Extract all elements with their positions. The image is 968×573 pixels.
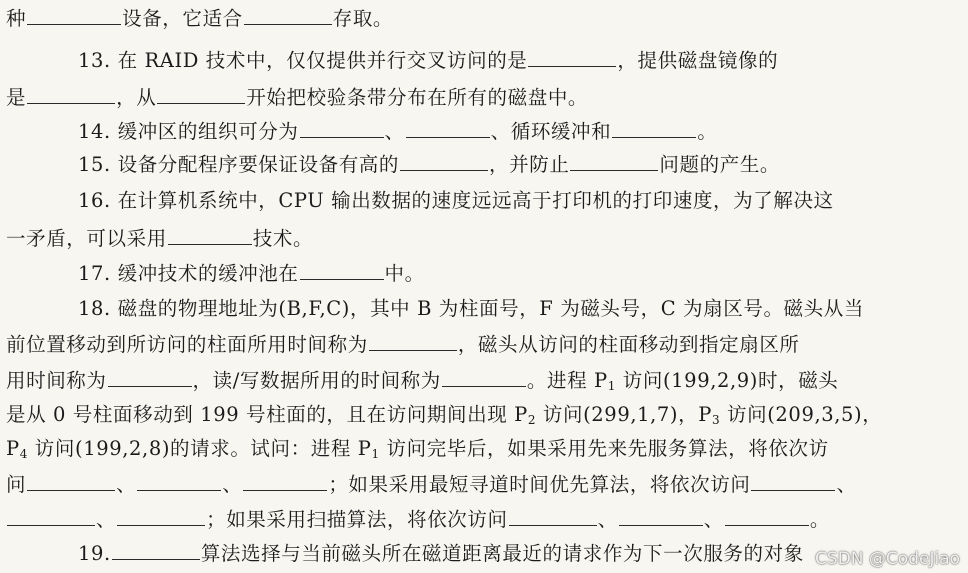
text-fragment: 、	[597, 508, 618, 531]
text-fragment: 中。	[384, 262, 425, 285]
fill-blank[interactable]	[117, 505, 205, 526]
text-fragment: 15. 设备分配程序要保证设备有高的	[78, 153, 400, 176]
subscript: 4	[19, 447, 28, 461]
fill-blank[interactable]	[300, 117, 384, 138]
question-13-line-2	[6, 83, 588, 113]
question-19	[78, 539, 804, 569]
question-18-line-7	[6, 505, 830, 535]
question-14	[78, 117, 717, 147]
text-fragment: 。	[809, 508, 830, 531]
text-fragment: 是	[6, 86, 27, 109]
fill-blank[interactable]	[725, 505, 809, 526]
text-fragment: 。进程 P	[526, 369, 608, 392]
fill-blank[interactable]	[570, 150, 658, 171]
text-fragment: 、	[384, 120, 405, 143]
text-fragment: P	[6, 437, 20, 460]
question-17	[78, 259, 425, 289]
question-13-line-1	[78, 46, 778, 76]
text-fragment: 18. 磁盘的物理地址为(B,F,C)，其中 B 为柱面号，F 为磁头号，C 为扇区号。磁头从当	[78, 297, 864, 320]
text-fragment: 访问(199,2,8)的请求。试问：进程 P	[27, 437, 372, 460]
text-fragment: 13. 在 RAID 技术中，仅仅提供并行交叉访问的是	[78, 49, 528, 72]
text-fragment: 访问(299,1,7)，P	[536, 403, 712, 426]
text-fragment: ，提供磁盘镜像的	[617, 49, 779, 72]
text-fragment: 种	[6, 7, 27, 30]
fill-blank[interactable]	[509, 505, 597, 526]
text-fragment: 开始把校验条带分布在所有的磁盘中。	[246, 86, 589, 109]
text-fragment: 是从 0 号柱面移动到 199 号柱面的，且在访问期间出现 P	[6, 403, 528, 426]
question-16-line-1	[78, 186, 834, 216]
subscript: 3	[711, 413, 721, 427]
fill-blank[interactable]	[157, 83, 245, 104]
fill-blank[interactable]	[528, 46, 616, 67]
fill-blank[interactable]	[406, 117, 490, 138]
fill-blank[interactable]	[7, 505, 95, 526]
fill-blank[interactable]	[619, 505, 703, 526]
fill-blank[interactable]	[168, 224, 252, 245]
question-16-line-2	[6, 224, 313, 254]
fill-blank[interactable]	[27, 470, 115, 491]
text-fragment: ，从	[116, 86, 157, 109]
fill-blank[interactable]	[243, 470, 327, 491]
fill-blank[interactable]	[400, 150, 488, 171]
text-fragment: 访问(209,3,5)，	[720, 403, 883, 426]
fill-blank[interactable]	[27, 4, 121, 25]
text-fragment: 前位置移动到所访问的柱面所用时间称为	[6, 333, 368, 356]
question-18-line-2	[6, 330, 800, 360]
text-fragment: 算法选择与当前磁头所在磁道距离最近的请求作为下一次服务的对象	[200, 542, 804, 565]
text-fragment: 。	[697, 120, 718, 143]
text-fragment: 、	[836, 473, 857, 496]
question-18-line-4	[6, 400, 882, 430]
text-fragment: 用时间称为	[6, 369, 107, 392]
text-fragment: 问	[6, 473, 27, 496]
text-fragment: 、	[116, 473, 137, 496]
text-fragment: ，并防止	[489, 153, 570, 176]
text-fragment: 、	[222, 473, 243, 496]
text-fragment: 、	[96, 508, 117, 531]
fill-blank[interactable]	[751, 470, 835, 491]
subscript: 2	[527, 413, 537, 427]
fill-blank[interactable]	[244, 4, 332, 25]
text-fragment: ，读/写数据所用的时间称为	[192, 369, 441, 392]
subscript: 1	[371, 447, 380, 461]
question-15	[78, 150, 780, 180]
text-fragment: ；如果采用扫描算法，将依次访问	[206, 508, 508, 531]
fill-blank[interactable]	[442, 366, 526, 387]
fill-blank[interactable]	[612, 117, 696, 138]
text-fragment: ，磁头从访问的柱面移动到指定扇区所	[457, 333, 800, 356]
fill-blank[interactable]	[300, 259, 384, 280]
text-fragment: 14. 缓冲区的组织可分为	[78, 120, 299, 143]
text-fragment: 设备，它适合	[122, 7, 243, 30]
subscript: 1	[607, 379, 616, 393]
text-fragment: 、	[703, 508, 724, 531]
text-fragment: 16. 在计算机系统中，CPU 输出数据的速度远远高于打印机的打印速度，为了解决这	[78, 189, 834, 212]
text-fragment: 技术。	[252, 227, 314, 250]
question-18-line-3	[6, 366, 838, 396]
question-18-line-1	[78, 294, 864, 324]
fill-blank[interactable]	[27, 83, 115, 104]
text-fragment: 访问完毕后，如果采用先来先服务算法，将依次访	[379, 437, 829, 460]
text-fragment: 问题的产生。	[659, 153, 781, 176]
question-18-line-5	[6, 434, 829, 464]
text-line-1	[6, 4, 393, 34]
text-fragment: 19.	[78, 542, 111, 565]
text-fragment: 一矛盾，可以采用	[6, 227, 167, 250]
csdn-watermark: CSDN @CodeJiao	[815, 549, 960, 569]
question-18-line-6	[6, 470, 857, 500]
text-fragment: 访问(199,2,9)时，磁头	[615, 369, 839, 392]
fill-blank[interactable]	[369, 330, 457, 351]
text-fragment: 17. 缓冲技术的缓冲池在	[78, 262, 299, 285]
text-fragment: 、循环缓冲和	[490, 120, 612, 143]
text-fragment: ；如果采用最短寻道时间优先算法，将依次访问	[328, 473, 751, 496]
fill-blank[interactable]	[137, 470, 221, 491]
text-fragment: 存取。	[332, 7, 394, 30]
fill-blank[interactable]	[108, 366, 192, 387]
fill-blank[interactable]	[112, 539, 200, 560]
